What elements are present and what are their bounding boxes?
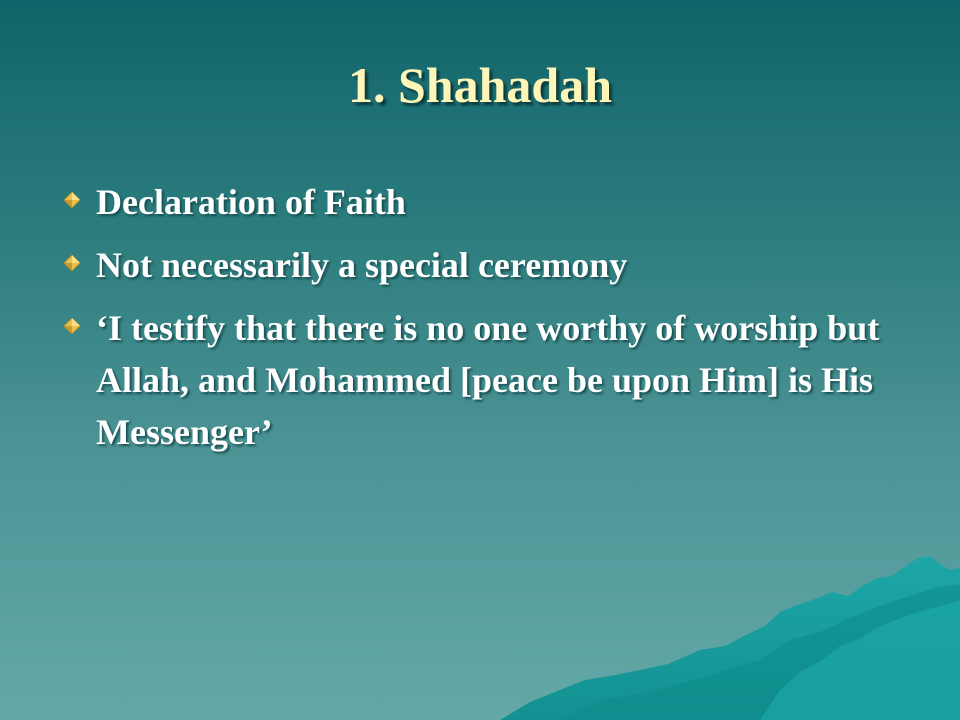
bullet-text: Not necessarily a special ceremony (96, 245, 628, 285)
bullet-text: Declaration of Faith (96, 182, 406, 222)
bullet-item (56, 302, 896, 458)
bullet-item (56, 239, 896, 291)
bullet-text: ‘I testify that there is no one worthy of worship but Allah, and Mohammed [peace be upon Him] is His Messenger’ (96, 308, 880, 452)
bullet-item (56, 176, 896, 228)
slide-title: 1. Shahadah (347, 57, 613, 113)
diamond-bullet-icon (64, 255, 80, 271)
diamond-bullet-icon (64, 192, 80, 208)
diamond-bullet-icon (64, 318, 80, 334)
bullet-list (56, 176, 896, 469)
